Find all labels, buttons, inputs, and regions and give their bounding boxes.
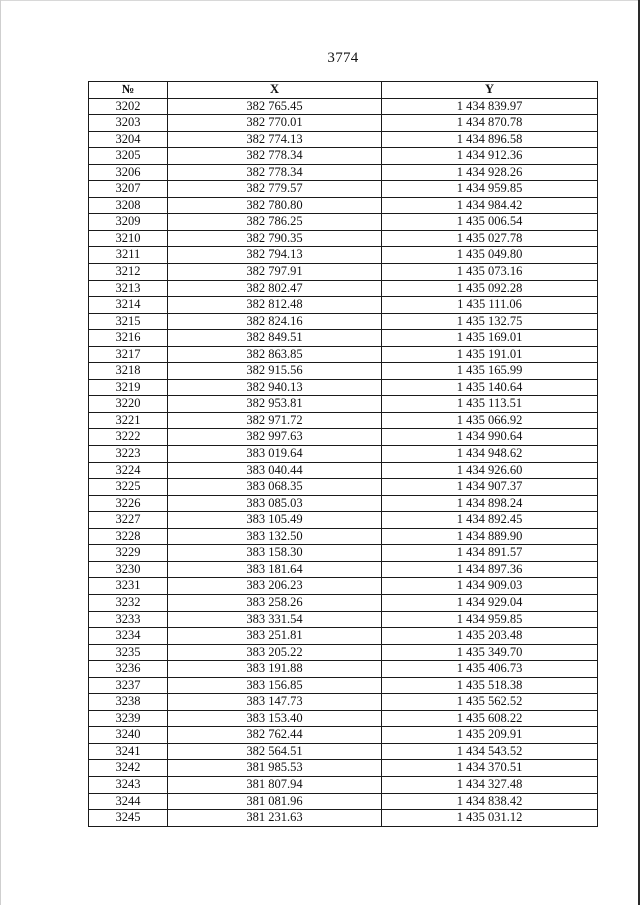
cell-x: 383 132.50 — [168, 528, 382, 545]
cell-number: 3208 — [89, 197, 168, 214]
cell-number: 3204 — [89, 131, 168, 148]
cell-x: 383 085.03 — [168, 495, 382, 512]
cell-number: 3216 — [89, 330, 168, 347]
cell-number: 3235 — [89, 644, 168, 661]
table-row — [89, 98, 598, 115]
cell-x: 382 778.34 — [168, 164, 382, 181]
table-row — [89, 594, 598, 611]
cell-y: 1 435 006.54 — [382, 214, 598, 231]
cell-y: 1 434 959.85 — [382, 611, 598, 628]
cell-number: 3245 — [89, 810, 168, 827]
cell-x: 383 068.35 — [168, 479, 382, 496]
table-row — [89, 727, 598, 744]
cell-x: 381 807.94 — [168, 776, 382, 793]
table-row — [89, 793, 598, 810]
header-y: Y — [382, 82, 598, 99]
scan-edge-left — [0, 0, 1, 905]
cell-x: 383 156.85 — [168, 677, 382, 694]
table-row — [89, 181, 598, 198]
table-row — [89, 710, 598, 727]
cell-x: 382 802.47 — [168, 280, 382, 297]
cell-x: 382 953.81 — [168, 396, 382, 413]
cell-x: 382 794.13 — [168, 247, 382, 264]
table-row — [89, 297, 598, 314]
scan-edge-top — [0, 0, 640, 1]
table-row — [89, 429, 598, 446]
cell-number: 3232 — [89, 594, 168, 611]
cell-number: 3225 — [89, 479, 168, 496]
cell-x: 382 762.44 — [168, 727, 382, 744]
cell-number: 3213 — [89, 280, 168, 297]
cell-y: 1 435 562.52 — [382, 694, 598, 711]
cell-x: 382 940.13 — [168, 379, 382, 396]
cell-x: 382 797.91 — [168, 264, 382, 281]
cell-x: 383 258.26 — [168, 594, 382, 611]
cell-y: 1 435 169.01 — [382, 330, 598, 347]
coordinates-table — [88, 81, 598, 827]
cell-x: 383 105.49 — [168, 512, 382, 529]
table-row — [89, 528, 598, 545]
table-row — [89, 412, 598, 429]
cell-y: 1 434 912.36 — [382, 148, 598, 165]
cell-y: 1 435 049.80 — [382, 247, 598, 264]
cell-x: 382 863.85 — [168, 346, 382, 363]
header-row — [89, 82, 598, 99]
cell-x: 383 206.23 — [168, 578, 382, 595]
cell-x: 382 786.25 — [168, 214, 382, 231]
cell-number: 3226 — [89, 495, 168, 512]
header-number: № — [89, 82, 168, 99]
table-row — [89, 330, 598, 347]
cell-number: 3215 — [89, 313, 168, 330]
cell-x: 381 231.63 — [168, 810, 382, 827]
cell-y: 1 434 839.97 — [382, 98, 598, 115]
table-body — [89, 98, 598, 826]
cell-x: 381 985.53 — [168, 760, 382, 777]
table-row — [89, 131, 598, 148]
cell-number: 3227 — [89, 512, 168, 529]
cell-y: 1 435 066.92 — [382, 412, 598, 429]
cell-number: 3239 — [89, 710, 168, 727]
cell-x: 382 971.72 — [168, 412, 382, 429]
table-row — [89, 313, 598, 330]
table-row — [89, 164, 598, 181]
cell-number: 3243 — [89, 776, 168, 793]
cell-number: 3219 — [89, 379, 168, 396]
cell-x: 382 824.16 — [168, 313, 382, 330]
cell-number: 3212 — [89, 264, 168, 281]
cell-y: 1 434 327.48 — [382, 776, 598, 793]
cell-number: 3242 — [89, 760, 168, 777]
table-row — [89, 776, 598, 793]
cell-x: 382 790.35 — [168, 230, 382, 247]
cell-y: 1 435 031.12 — [382, 810, 598, 827]
cell-x: 383 205.22 — [168, 644, 382, 661]
cell-number: 3218 — [89, 363, 168, 380]
table-row — [89, 446, 598, 463]
cell-number: 3217 — [89, 346, 168, 363]
cell-x: 383 153.40 — [168, 710, 382, 727]
cell-number: 3221 — [89, 412, 168, 429]
cell-y: 1 434 990.64 — [382, 429, 598, 446]
cell-number: 3210 — [89, 230, 168, 247]
table-row — [89, 512, 598, 529]
cell-number: 3231 — [89, 578, 168, 595]
cell-number: 3228 — [89, 528, 168, 545]
cell-y: 1 434 543.52 — [382, 743, 598, 760]
cell-number: 3241 — [89, 743, 168, 760]
cell-number: 3222 — [89, 429, 168, 446]
table-header — [89, 82, 598, 99]
cell-x: 383 040.44 — [168, 462, 382, 479]
cell-y: 1 435 132.75 — [382, 313, 598, 330]
cell-x: 383 181.64 — [168, 561, 382, 578]
cell-number: 3244 — [89, 793, 168, 810]
table-row — [89, 611, 598, 628]
cell-number: 3236 — [89, 661, 168, 678]
cell-number: 3229 — [89, 545, 168, 562]
cell-y: 1 435 191.01 — [382, 346, 598, 363]
table-row — [89, 743, 598, 760]
table-row — [89, 230, 598, 247]
cell-y: 1 434 838.42 — [382, 793, 598, 810]
cell-x: 382 770.01 — [168, 115, 382, 132]
cell-x: 383 191.88 — [168, 661, 382, 678]
table-row — [89, 247, 598, 264]
cell-y: 1 435 111.06 — [382, 297, 598, 314]
table-row — [89, 379, 598, 396]
cell-x: 382 780.80 — [168, 197, 382, 214]
cell-y: 1 434 959.85 — [382, 181, 598, 198]
table-row — [89, 363, 598, 380]
cell-y: 1 435 608.22 — [382, 710, 598, 727]
cell-y: 1 434 929.04 — [382, 594, 598, 611]
table-row — [89, 578, 598, 595]
cell-x: 383 251.81 — [168, 628, 382, 645]
cell-x: 382 915.56 — [168, 363, 382, 380]
cell-x: 383 158.30 — [168, 545, 382, 562]
cell-y: 1 434 892.45 — [382, 512, 598, 529]
cell-number: 3207 — [89, 181, 168, 198]
cell-number: 3230 — [89, 561, 168, 578]
cell-y: 1 435 406.73 — [382, 661, 598, 678]
cell-x: 383 147.73 — [168, 694, 382, 711]
cell-y: 1 435 349.70 — [382, 644, 598, 661]
cell-x: 382 564.51 — [168, 743, 382, 760]
cell-number: 3211 — [89, 247, 168, 264]
table-row — [89, 197, 598, 214]
cell-y: 1 434 870.78 — [382, 115, 598, 132]
cell-y: 1 435 113.51 — [382, 396, 598, 413]
cell-number: 3240 — [89, 727, 168, 744]
cell-y: 1 434 891.57 — [382, 545, 598, 562]
cell-number: 3202 — [89, 98, 168, 115]
cell-number: 3233 — [89, 611, 168, 628]
cell-x: 383 331.54 — [168, 611, 382, 628]
table-row — [89, 495, 598, 512]
cell-y: 1 434 896.58 — [382, 131, 598, 148]
cell-x: 383 019.64 — [168, 446, 382, 463]
cell-x: 382 849.51 — [168, 330, 382, 347]
table-row — [89, 264, 598, 281]
table-row — [89, 462, 598, 479]
table-row — [89, 115, 598, 132]
cell-x: 382 774.13 — [168, 131, 382, 148]
cell-y: 1 434 898.24 — [382, 495, 598, 512]
cell-x: 382 997.63 — [168, 429, 382, 446]
cell-y: 1 435 140.64 — [382, 379, 598, 396]
cell-y: 1 434 909.03 — [382, 578, 598, 595]
table-row — [89, 214, 598, 231]
table-row — [89, 694, 598, 711]
cell-x: 381 081.96 — [168, 793, 382, 810]
cell-y: 1 434 948.62 — [382, 446, 598, 463]
cell-number: 3223 — [89, 446, 168, 463]
cell-number: 3238 — [89, 694, 168, 711]
cell-y: 1 435 518.38 — [382, 677, 598, 694]
cell-number: 3237 — [89, 677, 168, 694]
cell-x: 382 765.45 — [168, 98, 382, 115]
table-row — [89, 760, 598, 777]
page-number: 3774 — [327, 50, 359, 66]
cell-y: 1 435 027.78 — [382, 230, 598, 247]
cell-y: 1 435 165.99 — [382, 363, 598, 380]
table-row — [89, 661, 598, 678]
cell-number: 3203 — [89, 115, 168, 132]
cell-y: 1 435 203.48 — [382, 628, 598, 645]
cell-y: 1 435 073.16 — [382, 264, 598, 281]
table-row — [89, 644, 598, 661]
cell-y: 1 435 209.91 — [382, 727, 598, 744]
table-row — [89, 479, 598, 496]
cell-number: 3220 — [89, 396, 168, 413]
table-row — [89, 346, 598, 363]
header-x: X — [168, 82, 382, 99]
cell-number: 3206 — [89, 164, 168, 181]
cell-y: 1 434 926.60 — [382, 462, 598, 479]
cell-y: 1 435 092.28 — [382, 280, 598, 297]
table-row — [89, 396, 598, 413]
cell-number: 3209 — [89, 214, 168, 231]
cell-y: 1 434 928.26 — [382, 164, 598, 181]
cell-number: 3224 — [89, 462, 168, 479]
table-row — [89, 810, 598, 827]
cell-number: 3205 — [89, 148, 168, 165]
cell-y: 1 434 984.42 — [382, 197, 598, 214]
table-row — [89, 148, 598, 165]
cell-x: 382 778.34 — [168, 148, 382, 165]
cell-y: 1 434 907.37 — [382, 479, 598, 496]
cell-y: 1 434 897.36 — [382, 561, 598, 578]
table-row — [89, 280, 598, 297]
cell-number: 3234 — [89, 628, 168, 645]
cell-y: 1 434 889.90 — [382, 528, 598, 545]
cell-x: 382 779.57 — [168, 181, 382, 198]
table-row — [89, 545, 598, 562]
cell-x: 382 812.48 — [168, 297, 382, 314]
cell-number: 3214 — [89, 297, 168, 314]
table-row — [89, 677, 598, 694]
table-row — [89, 628, 598, 645]
table-row — [89, 561, 598, 578]
cell-y: 1 434 370.51 — [382, 760, 598, 777]
